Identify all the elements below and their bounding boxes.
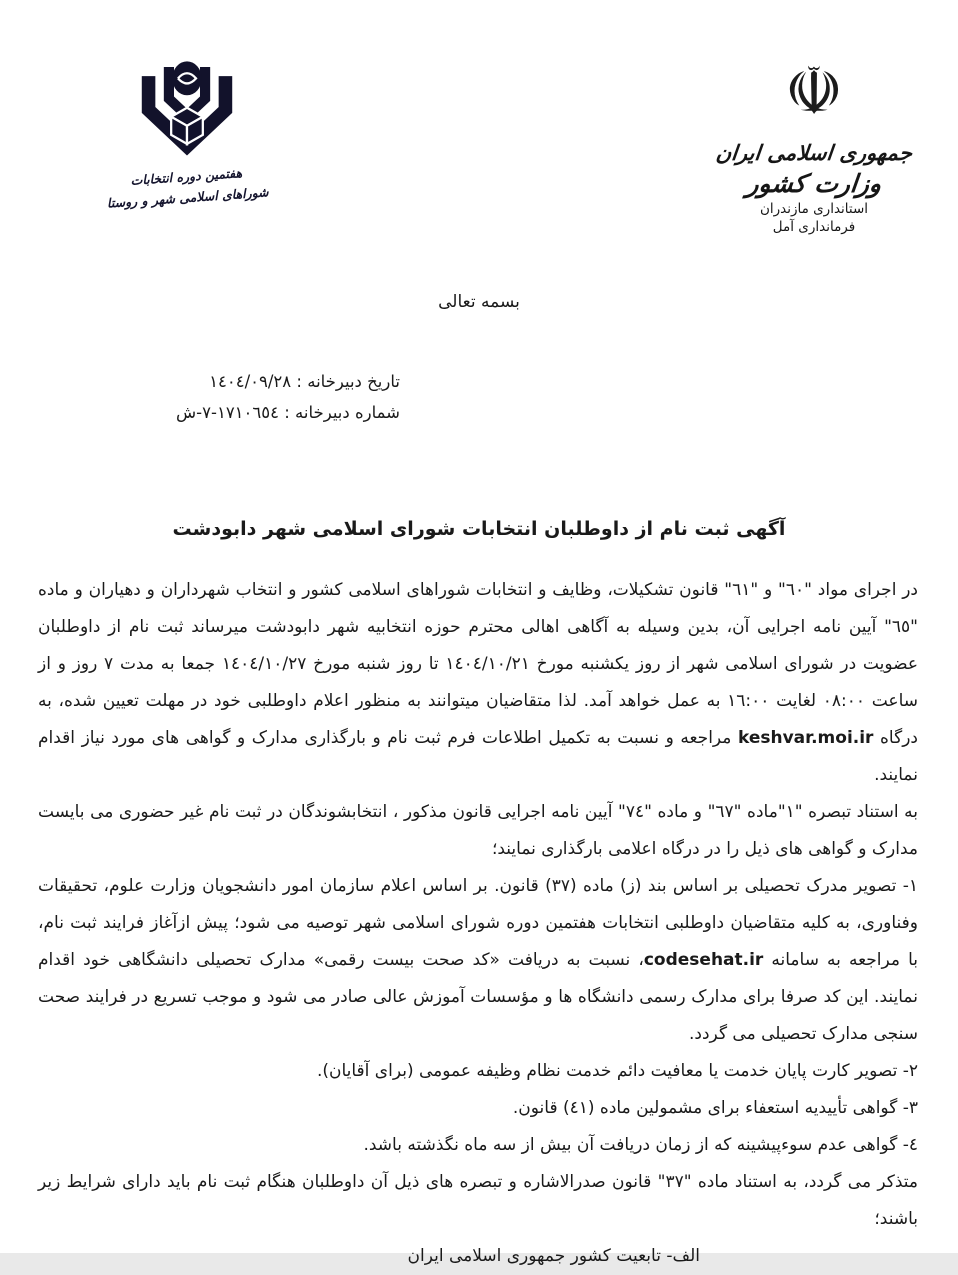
paragraph-item-1	[38, 868, 918, 1053]
portal-url-text: keshvar.moi.ir	[737, 728, 874, 748]
election-logo-caption-line2: شوراهای اسلامی شهر و روستا	[106, 184, 269, 211]
notice-title: آگهی ثبت نام از داوطلبان انتخابات شورای اسلامی شهر دابودشت	[172, 518, 786, 540]
paragraph-item-2	[38, 1053, 918, 1090]
paragraph-condition-a	[38, 1238, 918, 1275]
province-office-line: استانداری مازندران	[759, 201, 869, 217]
body-text-segment: متذکر می گردد، به استناد ماده "٣٧" قانون صدرالاشاره و تبصره های ذیل آن داوطلبان هنگام ثبت نام باید دارای شرایط زیر باشند؛	[38, 1172, 918, 1229]
iran-emblem-icon: ☫	[784, 53, 844, 130]
secretariat-block	[55, 366, 400, 428]
ministry-name-calligraphy: وزارت کشور	[745, 169, 883, 198]
besmellah-text: بسمه تعالی	[438, 292, 520, 312]
body-text-segment: مراجعه و نسبت به تکمیل اطلاعات فرم ثبت نام و بارگذاری مدارک و گواهی های مورد نیاز اقدام نمایند.	[38, 728, 918, 785]
paragraph-reminder	[38, 1164, 918, 1238]
election-logo-caption-line1: هفتمین دوره انتخابات	[130, 165, 243, 188]
election-logo	[82, 58, 292, 211]
body-text-segment: ، نسبت به دریافت «کد صحت بیست رقمی» مدارک تحصیلی دانشگاهی خود اقدام نمایند. این کد صرفا برای مدارک رسمی دانشگاه ها و مؤسسات آموزش عالی صادر می شود و موجب تسریع در فرایند صحت سنجی مدارک تحصیلی می گردد.	[38, 950, 918, 1044]
secretariat-date-line: تاریخ دبیرخانه : ١٤٠٤/٠٩/٢٨	[209, 372, 400, 391]
body-text-segment: ٤- گواهی عدم سوءپیشینه که از زمان دریافت آن بیش از سه ماه نگذشته باشد.	[363, 1135, 918, 1155]
government-letterhead	[684, 48, 944, 236]
republic-name-calligraphy: جمهوری اسلامی ایران	[714, 141, 914, 165]
document-body	[38, 572, 918, 1275]
body-text-segment: به استناد تبصره "١"ماده "٦٧" و ماده "٧٤" آیین نامه اجرایی قانون مذکور ، انتخابشوندگان در ثبت نام غیر حضوری می بایست مدارک و گواهی های ذیل را در درگاه اعلامی بارگذاری نمایند؛	[38, 802, 919, 859]
paragraph-item-4	[38, 1127, 918, 1164]
paragraph-intro	[38, 572, 918, 794]
body-text-segment: الف- تابعیت کشور جمهوری اسلامی ایران	[407, 1246, 700, 1266]
body-text-segment: در اجرای مواد "٦٠" و "٦١" قانون تشکیلات، وظایف و انتخابات شوراهای اسلامی کشور و انتخاب شهرداران و دهیاران و ماده "٦٥" آیین نامه اجرایی آن، بدین وسیله به آگاهی اهالی محترم حوزه انتخابیه شهر دابودشت میرساند ثبت نام از داوطلبان عضویت در شورای اسلامی شهر از روز یکشنبه مورخ ١٤٠٤/١٠/٢١ تا روز شنبه مورخ ١٤٠٤/١٠/٢٧ جمعا به مدت ٧ روز و از ساعت ٠٨:٠٠ لغایت ١٦:٠٠ به عمل خواهد آمد. لذا متقاضیان میتوانند به منظور اعلام داوطلبی خود در مهلت تعیین شده، به درگاه	[38, 580, 919, 748]
body-text-segment: ٢- تصویر کارت پایان خدمت یا معافیت دائم خدمت نظام وظیفه عمومی (برای آقایان).	[316, 1061, 918, 1081]
portal-url-text: codesehat.ir	[643, 950, 764, 970]
paragraph-tabsereh	[38, 794, 918, 868]
secretariat-number-line: شماره دبیرخانه : ١٧١٠٦٥٤-٧-ش	[176, 403, 400, 422]
paragraph-item-3	[38, 1090, 918, 1127]
election-logo-icon	[126, 58, 248, 162]
body-text-segment: ١- تصویر مدرک تحصیلی بر اساس بند (ز) ماده (٣٧) قانون. بر اساس اعلام سازمان امور دانشجویان وزارت علوم، تحقیقات وفناوری، به کلیه متقاضیان داوطلبی انتخابات هفتمین دوره شورای اسلامی شهر توصیه می شود؛ پیش ازآغاز فرایند ثبت نام، با مراجعه به سامانه	[38, 876, 918, 970]
county-office-line: فرمانداری آمل	[772, 219, 856, 235]
body-text-segment: ٣- گواهی تأییدیه استعفاء برای مشمولین ماده (٤١) قانون.	[512, 1098, 918, 1118]
